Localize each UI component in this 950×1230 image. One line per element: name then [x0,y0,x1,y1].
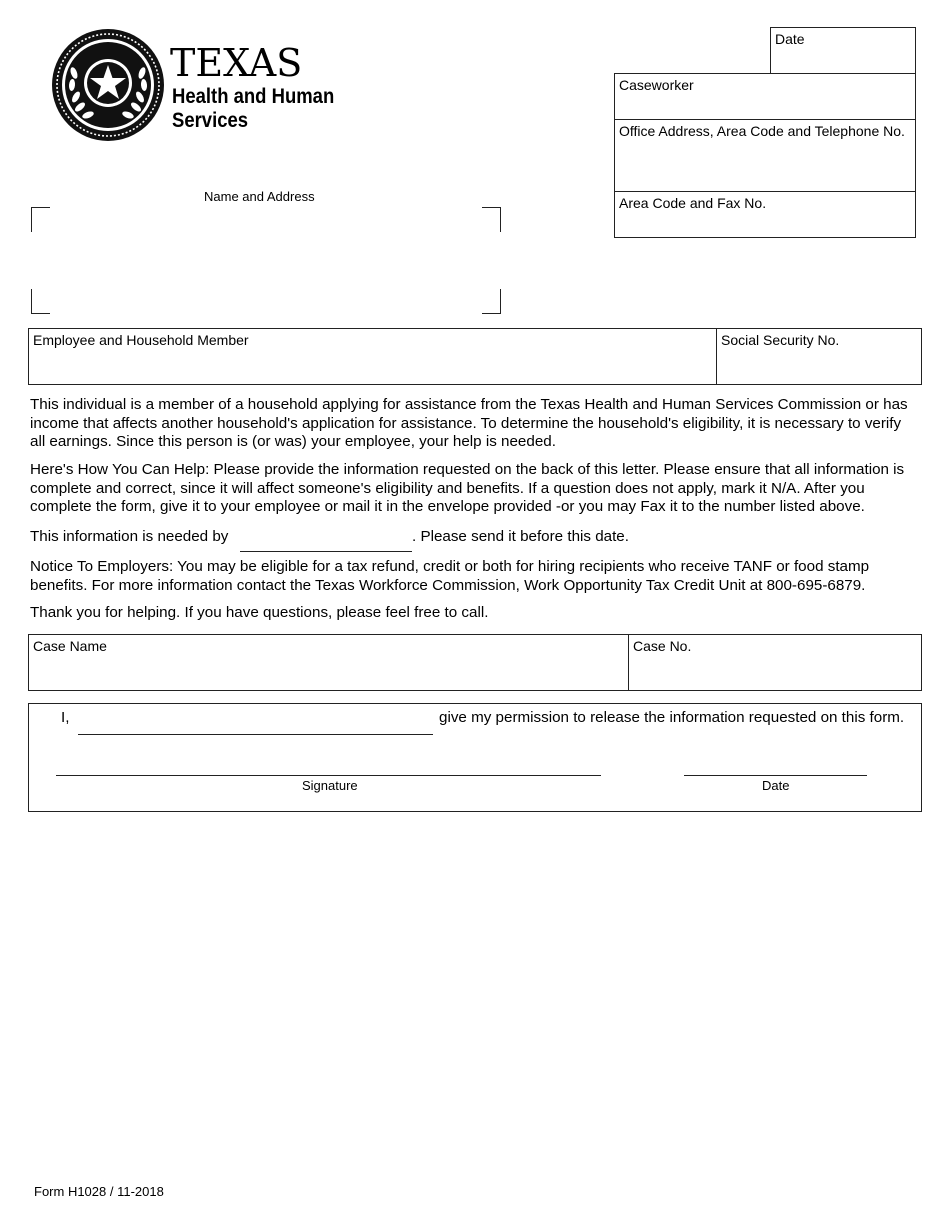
how-to-help-paragraph: Here's How You Can Help: Please provide the information requested on the back of this letter. Please ensure that all information is complete and correct, since it will affect someone's eligibility and benefits. If a question does not apply, mark it N/A. After you complete the form, give it to your employee or mail it in the envelope provided -or you may Fax it to the number listed above. [30,461,905,515]
thank-you-paragraph: Thank you for helping. If you have questions, please feel free to call. [30,604,489,621]
caseworker-field[interactable] [614,73,916,120]
needed-by-line [30,527,228,546]
texas-hhs-logo [50,27,350,143]
logo-hhs-text: Health and Human [172,85,335,108]
logo-services-text: Services [172,109,249,132]
date-field[interactable] [770,27,916,74]
signature-input[interactable] [56,775,601,776]
texas-seal-icon [50,27,166,143]
caseworker-label: Caseworker [619,77,694,93]
needed-by-prefix: This information is needed by [30,528,229,545]
signature-label: Signature [302,778,358,793]
intro-paragraph: This individual is a member of a household applying for assistance from the Texas Health and Human Services Commission or has income that affects another household's application for assistance. To determine the household's eligibility, it is necessary to verify all earnings. Since this person is (or was) your employee, your help is needed. [30,396,908,450]
office-address-label: Office Address, Area Code and Telephone No. [619,123,905,139]
employee-member-field[interactable] [28,328,717,385]
fax-label: Area Code and Fax No. [619,195,767,211]
fax-field[interactable] [614,191,916,238]
case-number-field[interactable] [628,634,922,691]
name-address-label: Name and Address [204,189,315,204]
corner-bottom-left [31,289,50,314]
permission-date-input[interactable] [684,775,867,776]
needed-by-date-input[interactable] [240,551,412,552]
case-name-field[interactable] [28,634,629,691]
permission-box [28,703,922,812]
employee-member-label: Employee and Household Member [33,332,249,348]
name-address-area[interactable] [31,207,501,314]
logo-texas-text: TEXAS [170,41,303,85]
permission-suffix: give my permission to release the information requested on this form. [439,709,905,726]
corner-top-right [482,207,501,232]
permission-prefix: I, [61,709,70,726]
ssn-field[interactable] [716,328,922,385]
permission-name-input[interactable] [78,734,433,735]
case-name-label: Case Name [33,638,107,654]
needed-by-suffix: . Please send it before this date. [412,528,629,545]
date-label: Date [775,31,805,47]
case-number-label: Case No. [633,638,692,654]
corner-top-left [31,207,50,232]
employer-notice-paragraph: Notice To Employers: You may be eligible for a tax refund, credit or both for hiring recipients who receive TANF or food stamp benefits. For more information contact the Texas Workforce Commission, Work Opportunity Tax Credit Unit at 800-695-6879. [30,558,870,594]
ssn-label: Social Security No. [721,332,840,348]
office-address-field[interactable] [614,119,916,192]
form-id: Form H1028 / 11-2018 [34,1184,164,1199]
permission-date-label: Date [762,778,790,793]
corner-bottom-right [482,289,501,314]
